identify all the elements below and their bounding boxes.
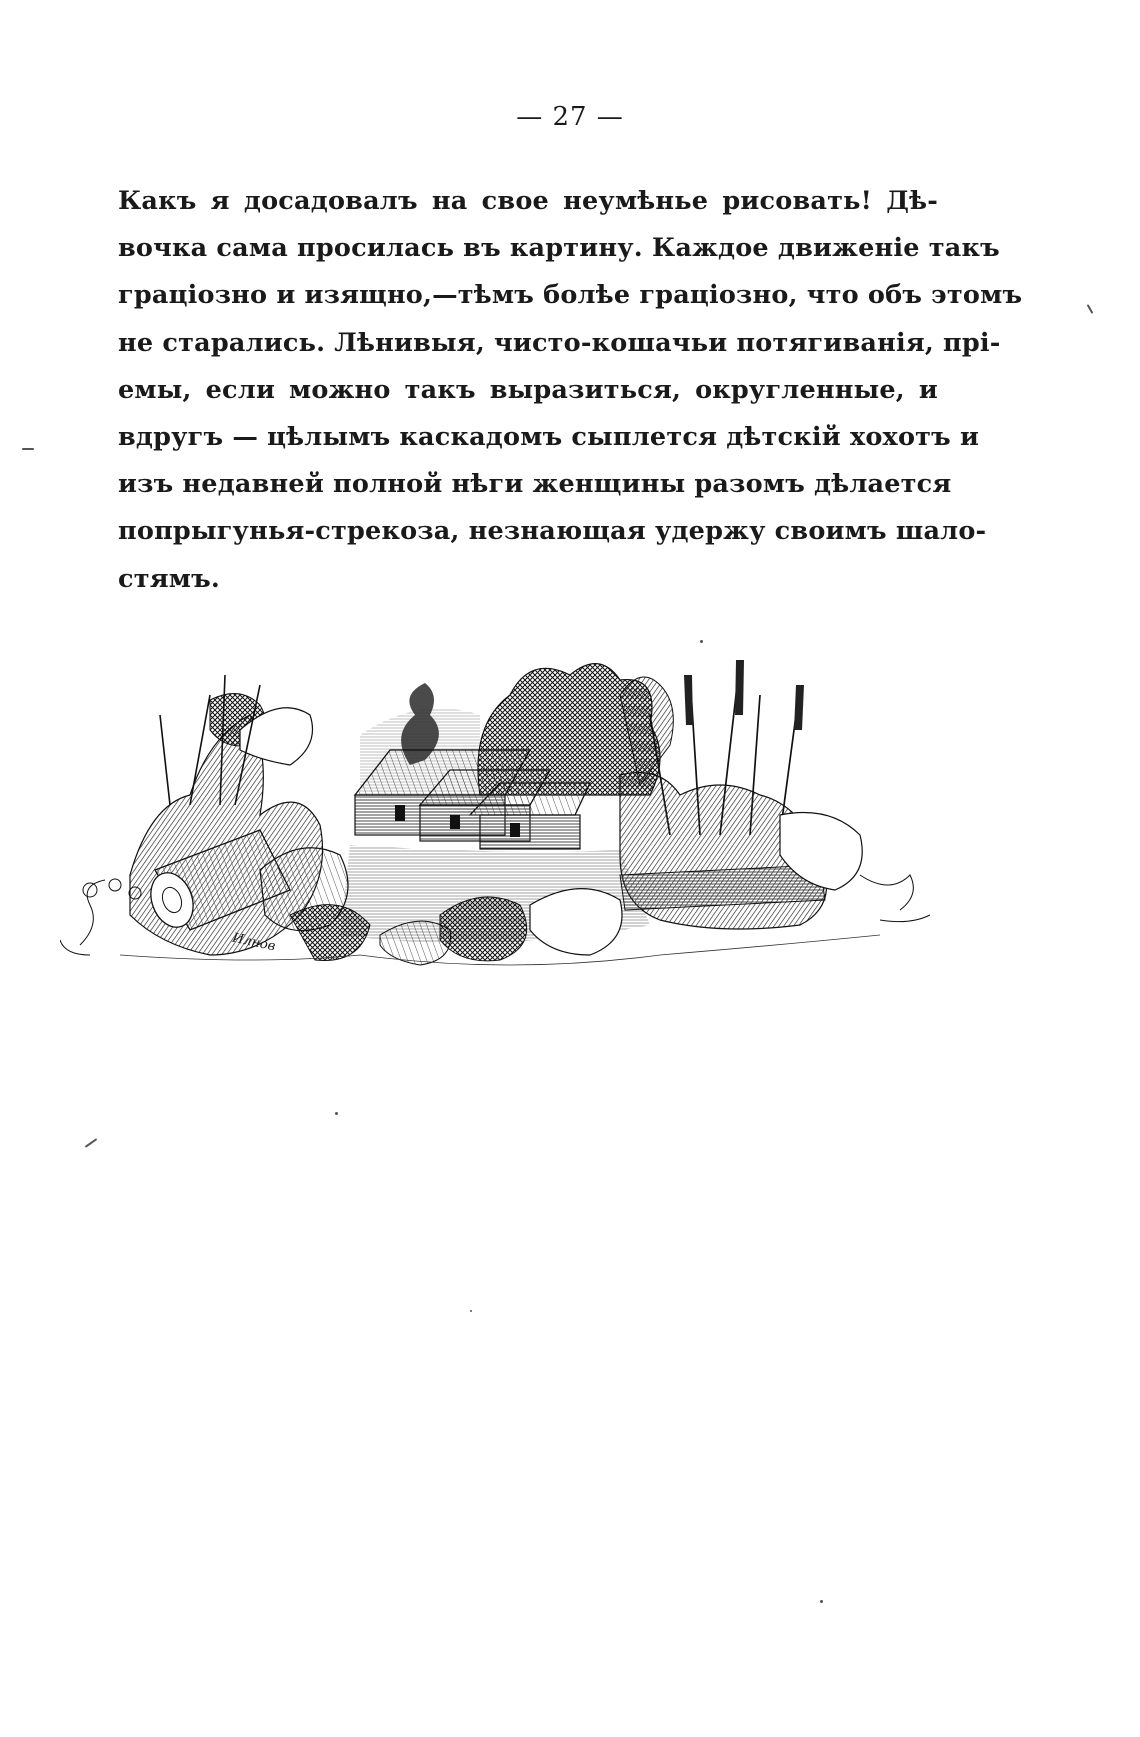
ink-speck (1087, 304, 1094, 314)
text-line: изъ недавней полной нѣги женщины разомъ дѣлается (118, 469, 952, 500)
text-line: вдругъ — цѣлымъ каскадомъ сыплется дѣтскій хохотъ и (118, 422, 980, 453)
text-line: не старались. Лѣнивыя, чисто-кошачьи потягиванія, прі- (118, 327, 1001, 358)
page-number: — 27 — (516, 102, 624, 132)
ink-speck (335, 1112, 338, 1115)
text-line: стямъ. (118, 563, 220, 594)
text-line: граціозно и изящно,—тѣмъ болѣе граціозно, что объ этомъ (118, 280, 1023, 311)
ink-speck (22, 448, 34, 450)
ink-speck (85, 1138, 98, 1148)
ink-speck (470, 1310, 472, 1312)
text-line: вочка сама просилась въ картину. Каждое движеніе такъ (118, 233, 1000, 264)
text-line: емы, если можно такъ выразиться, округленные, и (118, 374, 938, 405)
text-line: Какъ я досадовалъ на свое неумѣнье рисовать! Дѣ- (118, 186, 938, 216)
text-line: попрыгунья-стрекоза, незнающая удержу своимъ шало- (118, 516, 987, 547)
ink-speck (700, 640, 703, 643)
ink-speck (820, 1600, 823, 1603)
village-landscape-engraving-icon (60, 655, 1010, 1035)
body-paragraph (118, 178, 1023, 603)
artist-signature: Илнов (230, 930, 277, 955)
